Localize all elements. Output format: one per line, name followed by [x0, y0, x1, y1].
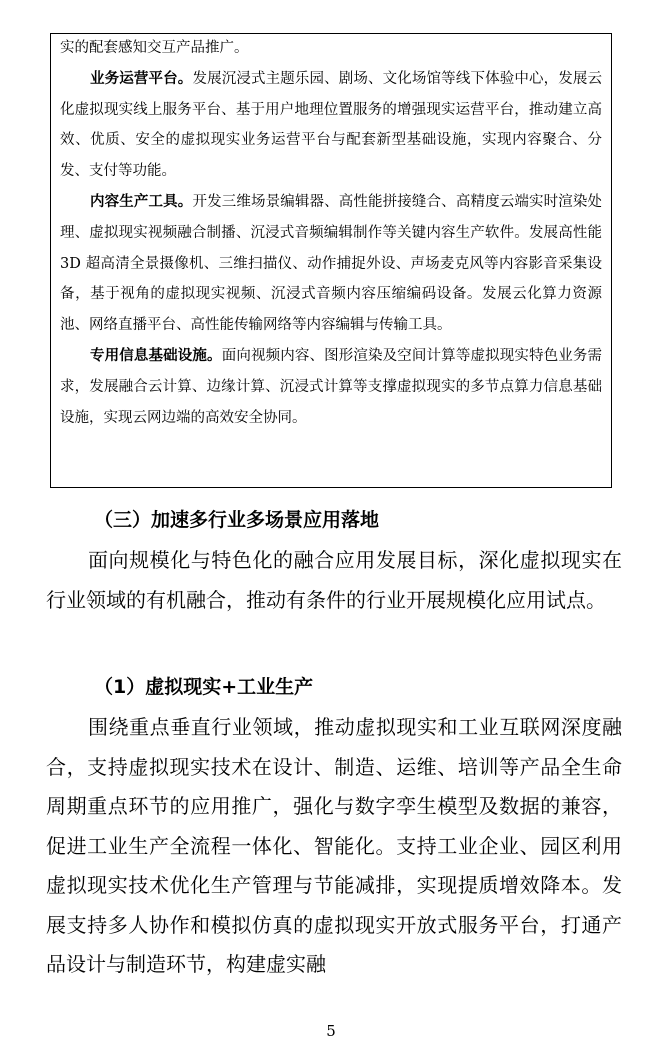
page-number: 5	[326, 1022, 336, 1040]
box-continuation-text: 实的配套感知交互产品推广。	[60, 40, 249, 56]
box-item-text: 开发三维场景编辑器、高性能拼接缝合、高精度云端实时渲染处理、虚拟现实视频融合制播、沉浸式音频编辑制作等关键内容生产软件。发展高性能 3D 超高清全景摄像机、三维扫描仪、动作捕捉外设、声场麦克风等内容影音采集设备，基于视角的虚拟现实视频、沉浸式音频内容压缩编码设备。发展云化算力资源池、网络直播平台、高性能传输网络等内容编辑与传输工具。	[60, 193, 603, 334]
sub-heading: （1）虚拟现实+工业生产	[94, 676, 314, 698]
section-heading: （三）加速多行业多场景应用落地	[94, 509, 380, 531]
box-item-content-tools	[60, 187, 602, 341]
box-item-label: 内容生产工具。	[90, 193, 193, 210]
box-item-business-platform	[60, 64, 602, 187]
section-paragraph: 面向规模化与特色化的融合应用发展目标，深化虚拟现实在行业领域的有机融合，推动有条件的行业开展规模化应用试点。	[46, 548, 622, 612]
box-item-info-infrastructure	[60, 341, 602, 433]
box-item-label: 专用信息基础设施。	[90, 347, 222, 364]
sub-paragraph: 围绕重点垂直行业领域，推动虚拟现实和工业互联网深度融合，支持虚拟现实技术在设计、制造、运维、培训等产品全生命周期重点环节的应用推广，强化与数字孪生模型及数据的兼容，促进工业生产全流程一体化、智能化。支持工业企业、园区利用虚拟现实技术优化生产管理与节能减排，实现提质增效降本。发展支持多人协作和模拟仿真的虚拟现实开放式服务平台，打通产品设计与制造环节，构建虚实融	[46, 715, 622, 976]
box-item-label: 业务运营平台。	[90, 70, 193, 87]
boxed-text-panel	[50, 33, 612, 488]
box-item-text: 发展沉浸式主题乐园、剧场、文化场馆等线下体验中心，发展云化虚拟现实线上服务平台、基于用户地理位置服务的增强现实运营平台，推动建立高效、优质、安全的虚拟现实业务运营平台与配套新型基础设施，实现内容聚合、分发、支付等功能。	[60, 70, 603, 180]
box-item-text: 面向视频内容、图形渲染及空间计算等虚拟现实特色业务需求，发展融合云计算、边缘计算、沉浸式计算等支撑虚拟现实的多节点算力信息基础设施，实现云网边端的高效安全协同。	[60, 347, 603, 426]
